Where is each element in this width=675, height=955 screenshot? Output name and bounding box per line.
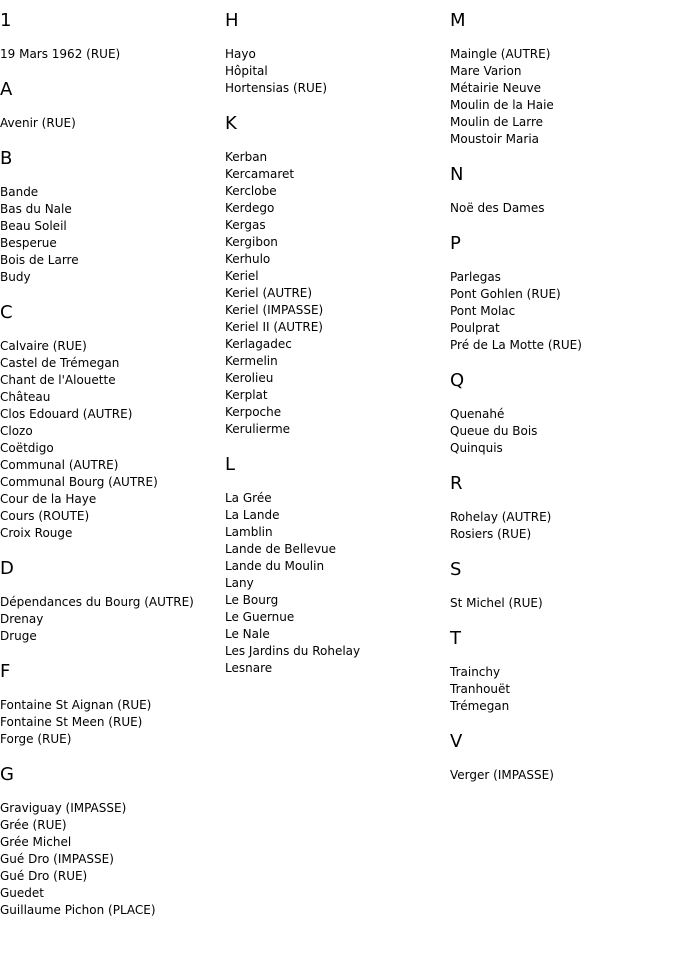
street-name: Bois de Larre xyxy=(0,253,79,267)
street-list xyxy=(450,406,675,457)
letter-group xyxy=(450,233,675,354)
street-name: Pré de La Motte (RUE) xyxy=(450,338,582,352)
letter-heading: H xyxy=(225,10,239,31)
street-name: Le Nale xyxy=(225,627,270,641)
street-name: 19 Mars 1962 (RUE) xyxy=(0,47,121,61)
street-name: Kerlagadec xyxy=(225,337,292,351)
street-list xyxy=(0,800,225,919)
street-name: Pont Gohlen (RUE) xyxy=(450,287,561,301)
letter-heading: G xyxy=(0,764,14,785)
street-name: Noë des Dames xyxy=(450,201,545,215)
street-name: Tranhouët xyxy=(450,682,511,696)
street-name: Chant de l'Alouette xyxy=(0,373,116,387)
letter-heading: C xyxy=(0,302,13,323)
street-name: Fontaine St Meen (RUE) xyxy=(0,715,143,729)
letter-group xyxy=(0,79,225,132)
letter-group xyxy=(0,558,225,645)
street-list xyxy=(450,200,675,217)
street-name: Verger (IMPASSE) xyxy=(450,768,554,782)
street-index-column-1 xyxy=(0,10,225,919)
street-name: Cour de la Haye xyxy=(0,492,97,506)
street-name: Kergibon xyxy=(225,235,278,249)
letter-group xyxy=(0,764,225,919)
street-list xyxy=(450,509,675,543)
street-name: Quinquis xyxy=(450,441,503,455)
letter-heading: B xyxy=(0,148,13,169)
street-name: Château xyxy=(0,390,51,404)
street-name: Budy xyxy=(0,270,31,284)
letter-group xyxy=(450,559,675,612)
street-name: Bas du Nale xyxy=(0,202,72,216)
street-name: Les Jardins du Rohelay xyxy=(225,644,361,658)
letter-group xyxy=(0,661,225,748)
street-list xyxy=(450,46,675,148)
letter-group xyxy=(0,302,225,542)
street-index-column-3 xyxy=(450,10,675,784)
letter-heading: 1 xyxy=(0,10,12,31)
street-name: La Grée xyxy=(225,491,272,505)
letter-group xyxy=(225,10,450,97)
letter-group xyxy=(0,148,225,286)
letter-group xyxy=(450,731,675,784)
street-name: Gué Dro (IMPASSE) xyxy=(0,852,114,866)
street-list xyxy=(450,269,675,354)
street-name: Lesnare xyxy=(225,661,273,675)
street-name: Pont Molac xyxy=(450,304,516,318)
street-name: Trainchy xyxy=(450,665,501,679)
street-name: Kerclobe xyxy=(225,184,277,198)
letter-heading: T xyxy=(450,628,461,649)
street-list xyxy=(0,594,225,645)
letter-heading: P xyxy=(450,233,461,254)
street-name: Moulin de la Haie xyxy=(450,98,554,112)
street-name: Lande du Moulin xyxy=(225,559,325,573)
street-name: Parlegas xyxy=(450,270,501,284)
street-name: Drenay xyxy=(0,612,44,626)
street-name: Keriel (AUTRE) xyxy=(225,286,313,300)
street-name: Mare Varion xyxy=(450,64,522,78)
street-name: Keriel (IMPASSE) xyxy=(225,303,324,317)
street-name: Cours (ROUTE) xyxy=(0,509,90,523)
street-list xyxy=(450,767,675,784)
letter-group xyxy=(225,454,450,677)
street-name: Kerdego xyxy=(225,201,275,215)
street-name: La Lande xyxy=(225,508,280,522)
street-name: Maingle (AUTRE) xyxy=(450,47,551,61)
letter-heading: D xyxy=(0,558,14,579)
street-name: Hortensias (RUE) xyxy=(225,81,328,95)
letter-group xyxy=(450,628,675,715)
street-name: Guedet xyxy=(0,886,44,900)
street-name: Kerplat xyxy=(225,388,268,402)
street-name: Keriel II (AUTRE) xyxy=(225,320,323,334)
street-list xyxy=(225,149,450,438)
street-name: Grée Michel xyxy=(0,835,72,849)
street-name: Lande de Bellevue xyxy=(225,542,337,556)
street-name: Keriel xyxy=(225,269,259,283)
letter-group xyxy=(450,10,675,148)
letter-heading: V xyxy=(450,731,463,752)
street-name: Clos Edouard (AUTRE) xyxy=(0,407,133,421)
letter-heading: Q xyxy=(450,370,465,391)
letter-group xyxy=(0,10,225,63)
street-name: Fontaine St Aignan (RUE) xyxy=(0,698,152,712)
letter-group xyxy=(450,473,675,543)
street-name: Kercamaret xyxy=(225,167,295,181)
street-name: Moulin de Larre xyxy=(450,115,544,129)
street-name: Croix Rouge xyxy=(0,526,73,540)
letter-heading: S xyxy=(450,559,462,580)
street-name: Kergas xyxy=(225,218,266,232)
street-name: Rosiers (RUE) xyxy=(450,527,532,541)
street-list xyxy=(0,184,225,286)
street-name: Trémegan xyxy=(450,699,510,713)
letter-group xyxy=(225,113,450,438)
street-name: Communal (AUTRE) xyxy=(0,458,119,472)
letter-heading: K xyxy=(225,113,237,134)
street-name: Métairie Neuve xyxy=(450,81,542,95)
street-name: Coëtdigo xyxy=(0,441,54,455)
street-name: St Michel (RUE) xyxy=(450,596,543,610)
street-name: Kerhulo xyxy=(225,252,271,266)
street-name: Rohelay (AUTRE) xyxy=(450,510,552,524)
street-list xyxy=(450,595,675,612)
letter-group xyxy=(450,370,675,457)
street-name: Bande xyxy=(0,185,39,199)
street-name: Poulprat xyxy=(450,321,500,335)
street-name: Moustoir Maria xyxy=(450,132,540,146)
street-name: Hayo xyxy=(225,47,256,61)
letter-heading: R xyxy=(450,473,463,494)
street-index-column-2 xyxy=(225,10,450,677)
street-name: Grée (RUE) xyxy=(0,818,67,832)
street-name: Le Guernue xyxy=(225,610,295,624)
street-name: Lany xyxy=(225,576,254,590)
street-name: Kermelin xyxy=(225,354,278,368)
street-name: Avenir (RUE) xyxy=(0,116,76,130)
street-list xyxy=(0,338,225,542)
street-name: Beau Soleil xyxy=(0,219,67,233)
street-name: Communal Bourg (AUTRE) xyxy=(0,475,158,489)
street-name: Castel de Trémegan xyxy=(0,356,120,370)
street-list xyxy=(225,490,450,677)
street-list xyxy=(0,115,225,132)
street-list xyxy=(0,46,225,63)
street-name: Druge xyxy=(0,629,37,643)
street-name: Forge (RUE) xyxy=(0,732,72,746)
street-name: Besperue xyxy=(0,236,57,250)
letter-heading: F xyxy=(0,661,11,682)
street-name: Dépendances du Bourg (AUTRE) xyxy=(0,595,194,609)
letter-heading: A xyxy=(0,79,13,100)
street-name: Kerulierme xyxy=(225,422,291,436)
street-list xyxy=(225,46,450,97)
letter-heading: L xyxy=(225,454,236,475)
street-name: Lamblin xyxy=(225,525,273,539)
street-name: Clozo xyxy=(0,424,33,438)
street-name: Kerolieu xyxy=(225,371,274,385)
street-list xyxy=(0,697,225,748)
letter-heading: N xyxy=(450,164,464,185)
street-name: Calvaire (RUE) xyxy=(0,339,87,353)
street-name: Guillaume Pichon (PLACE) xyxy=(0,903,156,917)
letter-heading: M xyxy=(450,10,466,31)
street-name: Gué Dro (RUE) xyxy=(0,869,88,883)
street-name: Kerban xyxy=(225,150,268,164)
street-name: Queue du Bois xyxy=(450,424,538,438)
street-list xyxy=(450,664,675,715)
street-name: Le Bourg xyxy=(225,593,279,607)
letter-group xyxy=(450,164,675,217)
street-name: Hôpital xyxy=(225,64,268,78)
street-name: Graviguay (IMPASSE) xyxy=(0,801,127,815)
street-name: Quenahé xyxy=(450,407,505,421)
street-name: Kerpoche xyxy=(225,405,282,419)
